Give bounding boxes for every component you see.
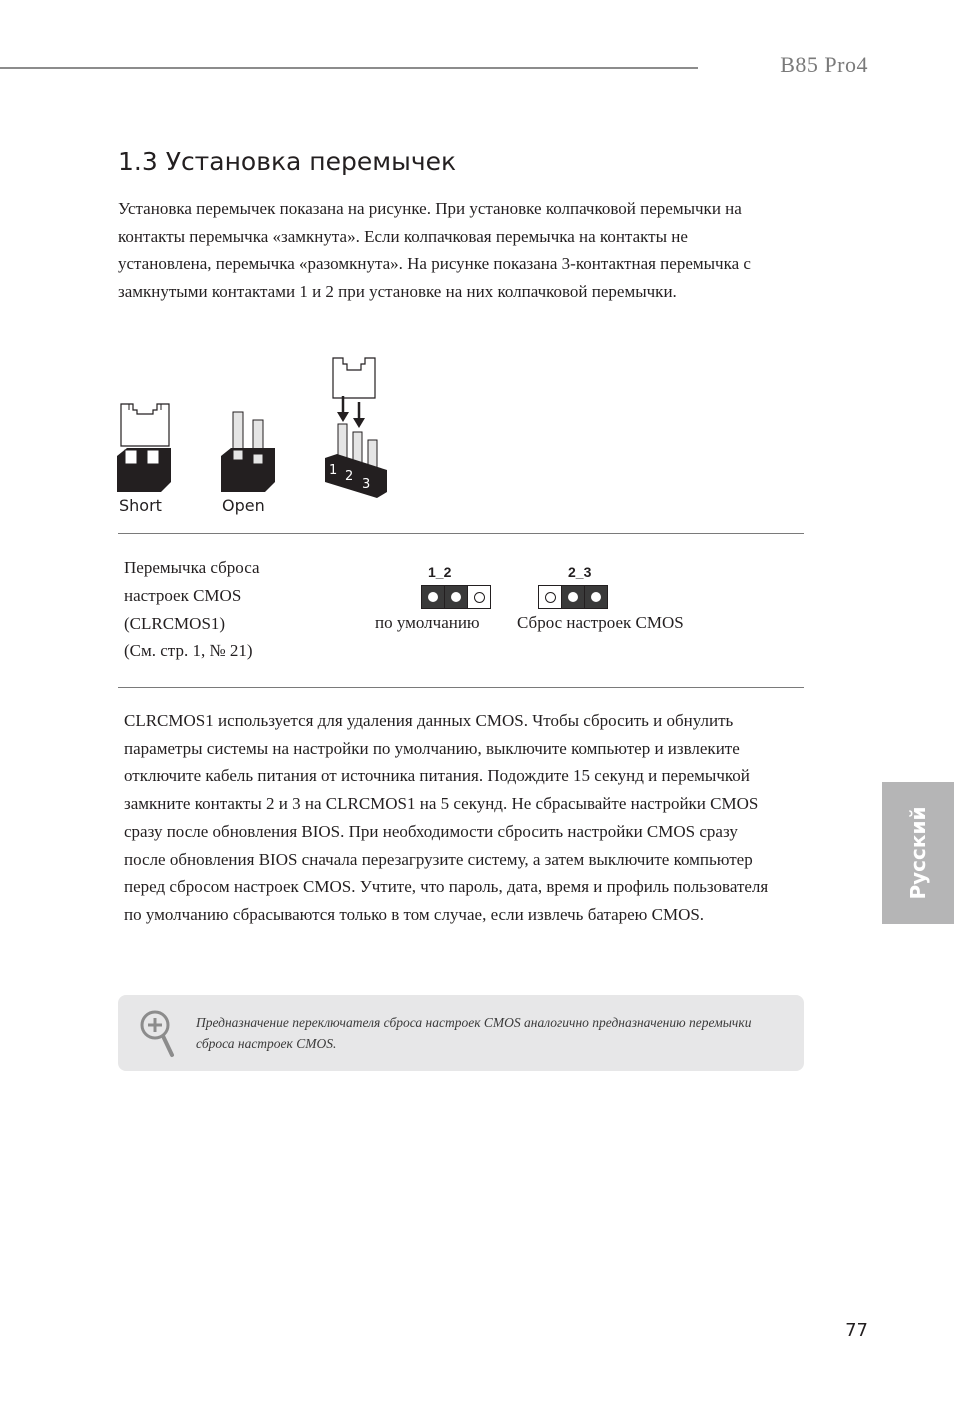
setting-pins-label: 2_3 — [568, 564, 592, 580]
three-pin-jumper-graphic — [325, 358, 387, 498]
pin-number-2: 2 — [345, 469, 354, 484]
pin — [562, 585, 585, 609]
open-jumper-graphic — [221, 412, 275, 492]
body-paragraph: CLRCMOS1 используется для удаления данных CMOS. Чтобы сбросить и обнулить параметры системы на настройки по умолчанию, выключите компьютер и извлеките отключите кабель питания от источника питания. Подождите 15 секунд и перемычкой замкните контакты 2 и 3 на CLRCMOS1 на 5 секунд. Не сбрасывайте настройки CMOS сразу после обновления BIOS. При необходимости сбросить настройки CMOS сразу после обновления BIOS сначала перезагрузите систему, а затем выключите компьютер перед сбросом настроек CMOS. Учтите, что пароль, дата, время и профиль пользователя по умолчанию сбрасываются только в том случае, если извлечь батарею CMOS. — [124, 711, 769, 924]
setting-caption-clear: Сброс настроек CMOS — [517, 613, 684, 632]
pin-row-clear — [538, 585, 608, 609]
jumper-name-line: (CLRCMOS1) — [124, 613, 226, 633]
note-text: Предназначение переключателя сброса настроек CMOS аналогично предназначению перемычки сброса настроек CMOS. — [196, 1015, 752, 1051]
header-rule — [0, 67, 698, 69]
language-tab-label: Русский — [906, 806, 930, 900]
section-title: 1.3 Установка перемычек — [118, 147, 457, 176]
jumper-name — [124, 554, 364, 665]
pin — [421, 585, 445, 609]
pin-row-default — [421, 585, 491, 609]
setting-pins-label: 1_2 — [428, 564, 452, 580]
pin-number-1: 1 — [329, 463, 338, 478]
pin — [538, 585, 562, 609]
jumper-name-line: настроек CMOS — [124, 585, 242, 605]
short-jumper-graphic — [117, 404, 171, 492]
table-bottom-rule — [118, 687, 804, 688]
pin-number-3: 3 — [362, 477, 371, 492]
jumper-name-line: Перемычка сброса — [124, 558, 260, 577]
setting-caption-default: по умолчанию — [375, 613, 480, 632]
pin — [585, 585, 608, 609]
pin — [445, 585, 468, 609]
pin — [468, 585, 491, 609]
jumper-diagram — [115, 352, 415, 522]
short-label: Short — [119, 496, 162, 515]
intro-paragraph: Установка перемычек показана на рисунке. При установке колпачковой перемычки на контакты перемычка «замкнута». Если колпачковая перемычка на контакты не установлена, перемычка «разомкнута». На рисунке показана 3-контактная перемычка с замкнутыми контактами 1 и 2 при установке на них колпачковой перемычки. — [118, 199, 751, 301]
table-top-rule — [118, 533, 804, 534]
language-tab — [882, 782, 954, 924]
model-name: B85 Pro4 — [780, 52, 868, 77]
jumper-name-line: (См. стр. 1, № 21) — [124, 641, 253, 661]
note-box — [118, 995, 804, 1071]
open-label: Open — [222, 496, 265, 515]
magnifier-plus-icon — [138, 1009, 178, 1059]
page-number: 77 — [845, 1320, 868, 1341]
